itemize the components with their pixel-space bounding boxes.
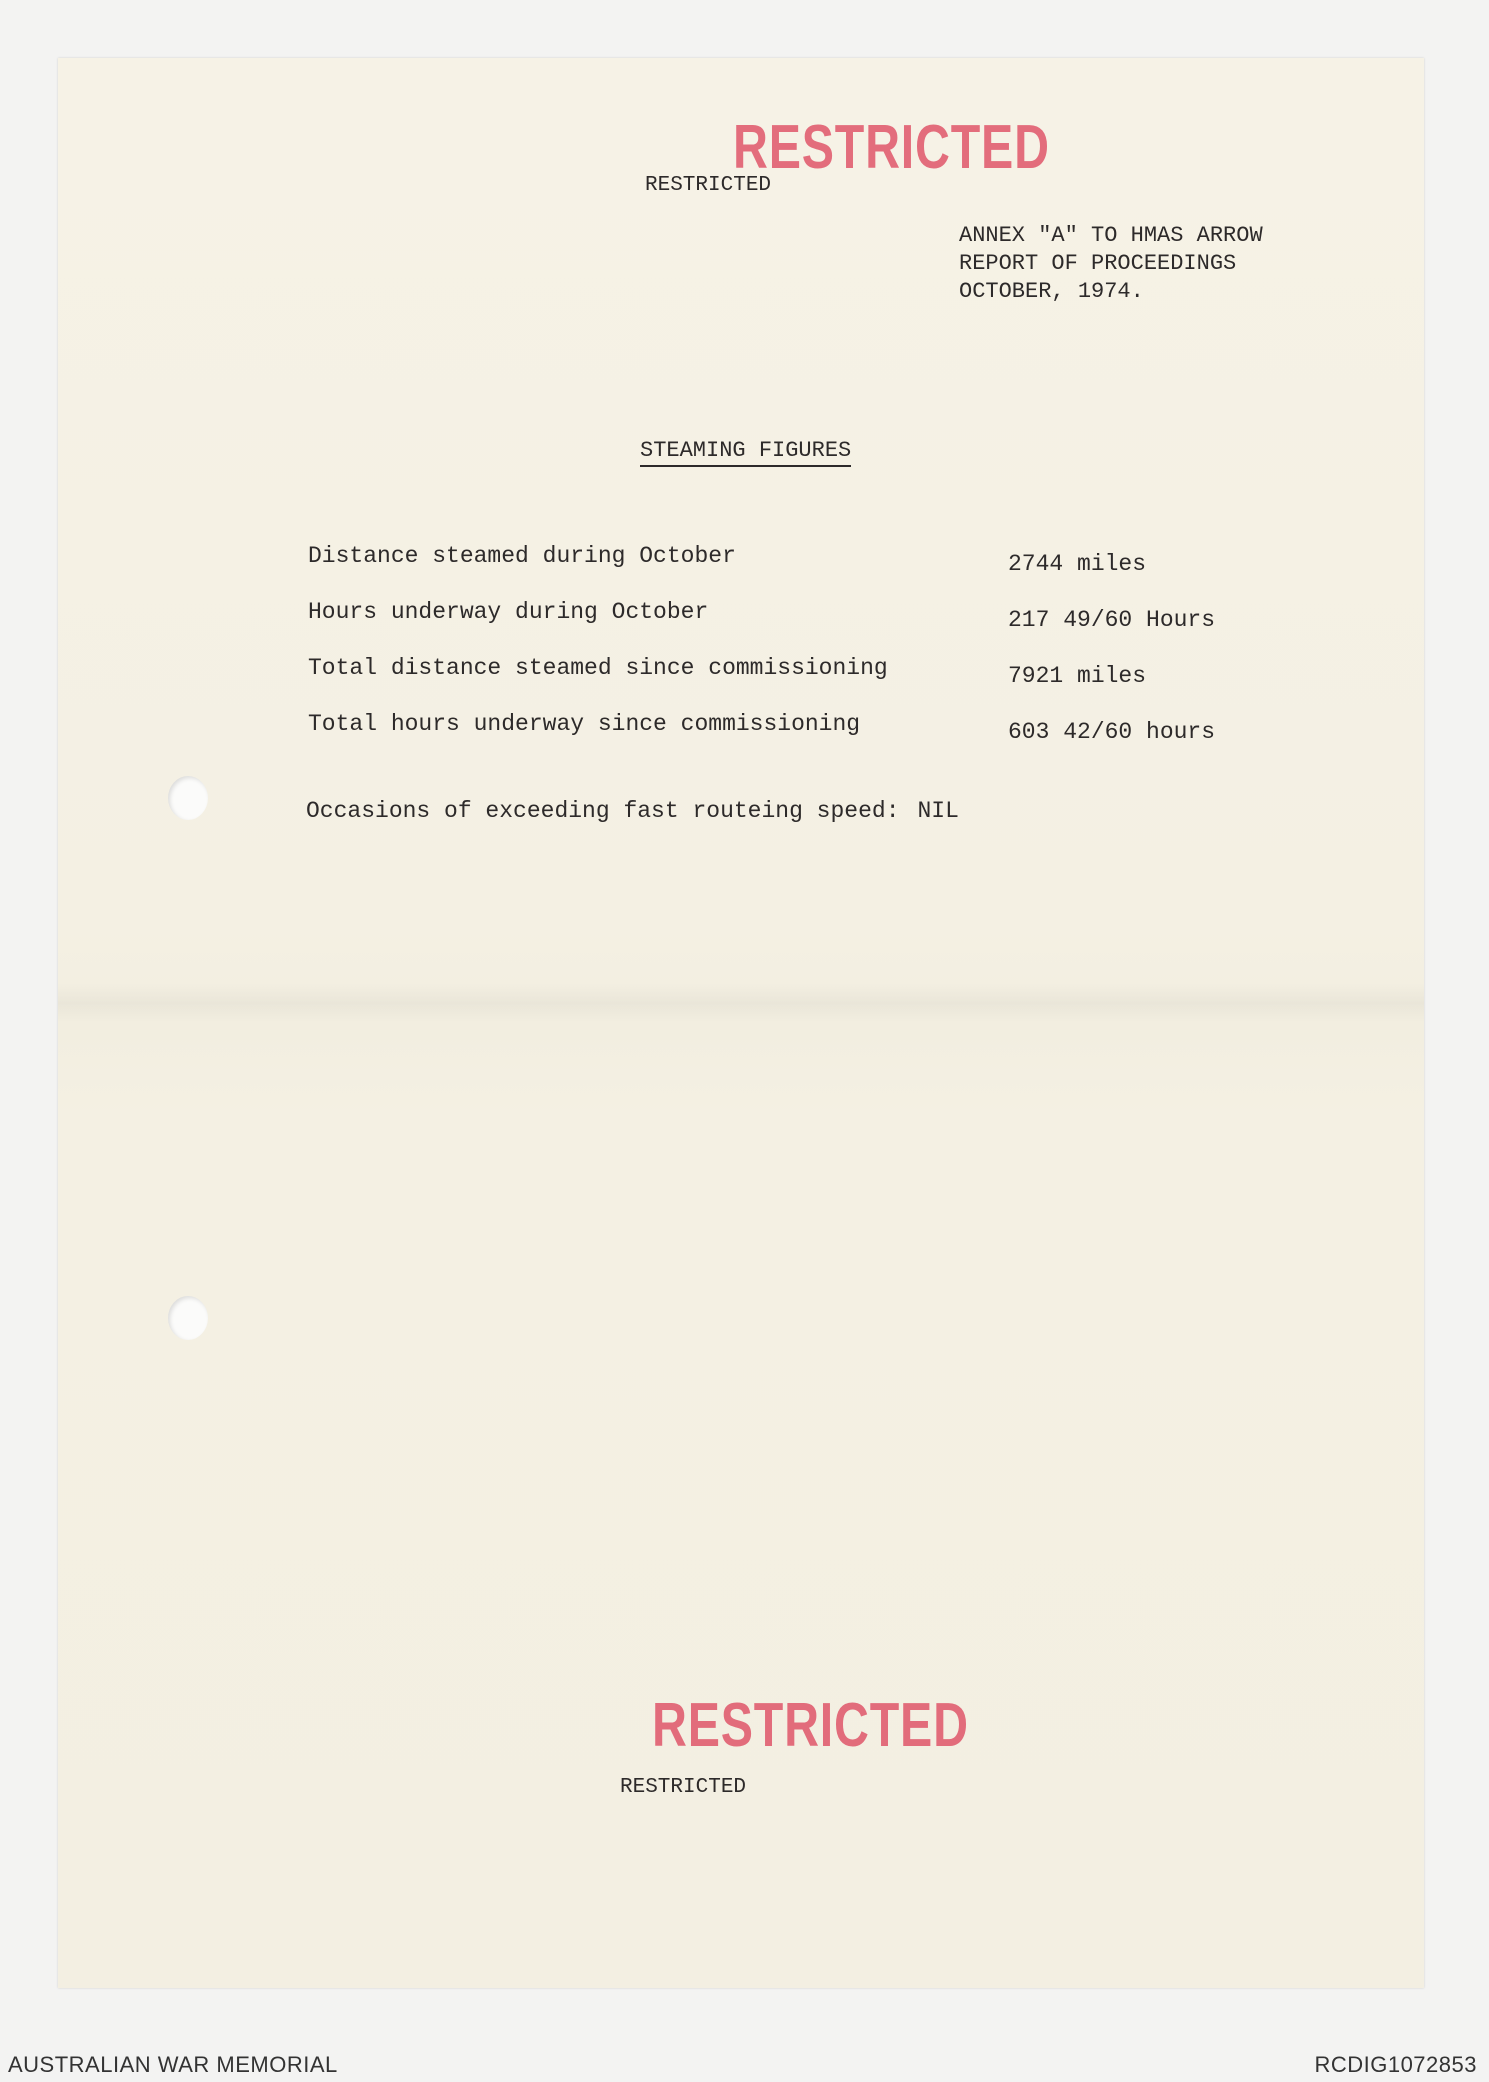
figure-row [308, 599, 1258, 655]
classification-top: RESTRICTED [645, 174, 772, 197]
section-title: STEAMING FIGURES [640, 438, 851, 467]
annex-line: OCTOBER, 1974. [959, 279, 1144, 304]
figure-value: 7921 miles [1008, 663, 1147, 689]
occasions-label: Occasions of exceeding fast routeing speed: [306, 798, 900, 824]
figure-value: 2744 miles [1008, 551, 1147, 577]
annex-line: REPORT OF PROCEEDINGS [959, 251, 1237, 276]
annex-line: ANNEX "A" TO HMAS ARROW [959, 223, 1263, 248]
occasions-value: NIL [917, 798, 959, 824]
annex-heading [959, 222, 1263, 306]
restricted-stamp-bottom: RESTRICTED [652, 1691, 969, 1760]
figure-row [308, 711, 1258, 767]
paper-fold [58, 983, 1424, 1023]
figure-value: 217 49/60 Hours [1008, 607, 1216, 633]
figure-row [308, 543, 1258, 599]
footer-reference: RCDIG1072853 [1314, 2052, 1477, 2077]
occasions-line [306, 798, 959, 824]
footer-source: AUSTRALIAN WAR MEMORIAL [8, 2052, 338, 2077]
punch-hole [168, 1296, 208, 1340]
figure-label: Total distance steamed since commissioning [308, 655, 888, 681]
restricted-stamp-top: RESTRICTED [733, 113, 1050, 182]
figure-value: 603 42/60 hours [1008, 719, 1216, 745]
figure-row [308, 655, 1258, 711]
steaming-figures-list [308, 543, 1258, 767]
figure-label: Hours underway during October [308, 599, 709, 625]
figure-label: Total hours underway since commissioning [308, 711, 861, 737]
punch-hole [168, 776, 208, 820]
classification-bottom: RESTRICTED [620, 1776, 747, 1799]
figure-label: Distance steamed during October [308, 543, 736, 569]
